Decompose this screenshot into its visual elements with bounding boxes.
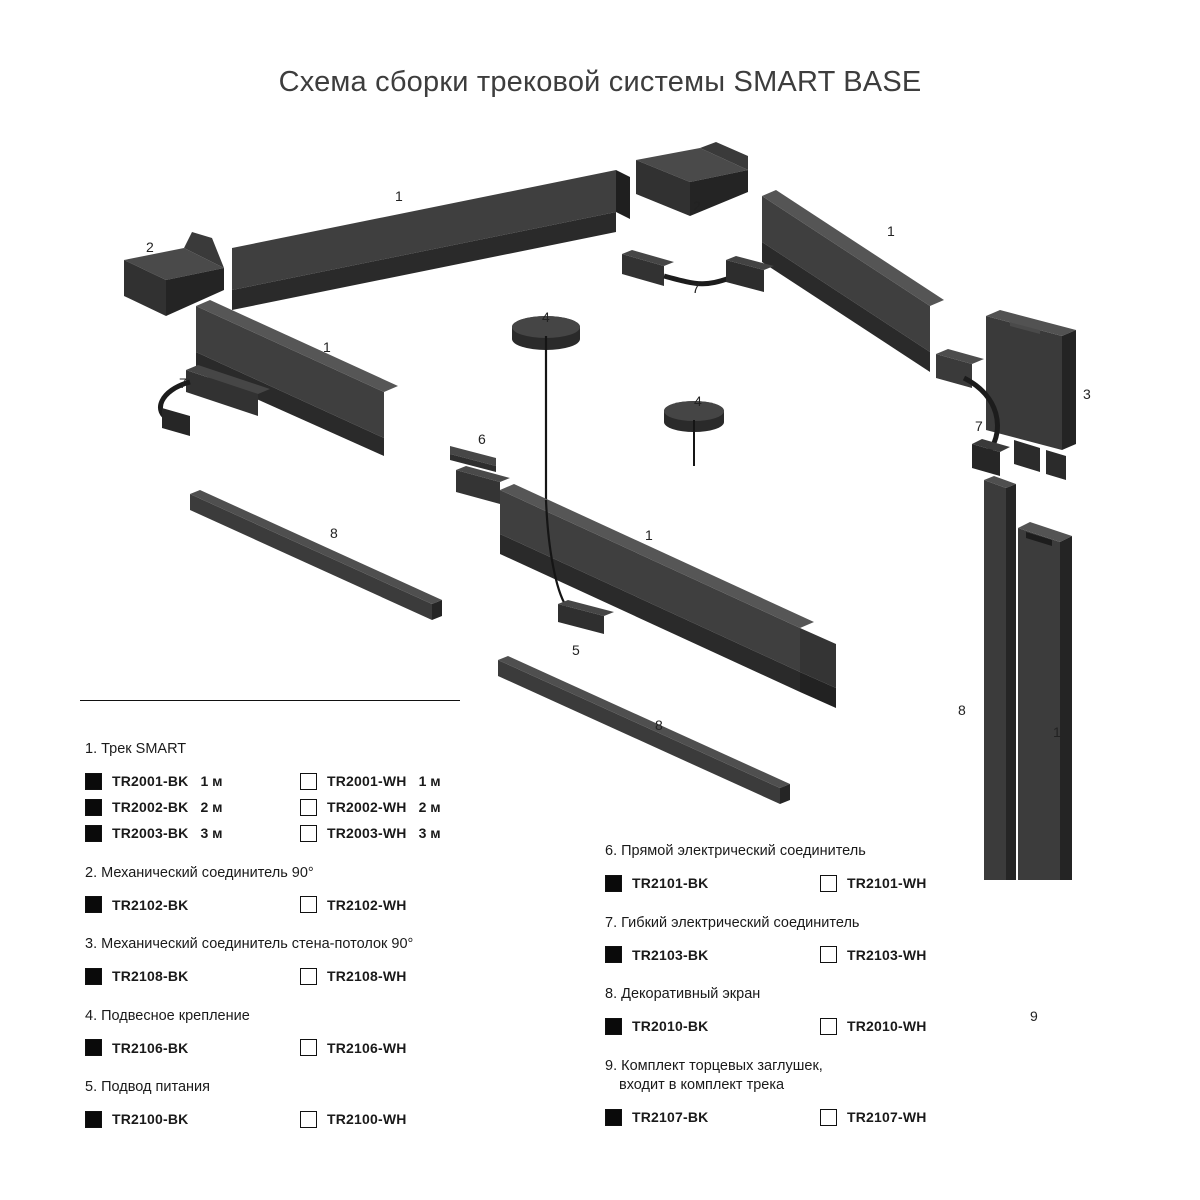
- legend-group-end-caps-kit: [605, 1057, 1075, 1126]
- product-length: 1 м: [418, 773, 441, 790]
- legend-group-mech-connector-wall-ceiling: [85, 935, 555, 985]
- legend-group-title: [605, 1057, 1075, 1096]
- product-code: TR2106-WH: [327, 1039, 407, 1056]
- legend-item[interactable]: [85, 968, 300, 985]
- swatch-black-icon: [85, 1111, 102, 1128]
- legend-item[interactable]: [820, 875, 1035, 892]
- product-code: TR2107-WH: [847, 1109, 927, 1126]
- legend-item[interactable]: [820, 1018, 1035, 1035]
- product-code: TR2101-WH: [847, 875, 927, 892]
- legend-item[interactable]: [605, 875, 820, 892]
- legend-item[interactable]: [605, 1109, 820, 1126]
- legend-group-flexible-electric-connector: [605, 914, 1075, 964]
- product-code: TR2107-BK: [632, 1109, 709, 1126]
- legend: [0, 712, 1200, 1192]
- legend-item[interactable]: [300, 799, 515, 816]
- callout-6: 1: [323, 339, 331, 355]
- callout-2: 2: [146, 239, 154, 255]
- legend-column-right: [605, 842, 1075, 1148]
- legend-item[interactable]: [605, 1018, 820, 1035]
- legend-group-decorative-screen: [605, 985, 1075, 1035]
- swatch-black-icon: [85, 773, 102, 790]
- callout-15: 5: [572, 642, 580, 658]
- decorative-screen-upper-left: [190, 490, 442, 620]
- legend-item[interactable]: [300, 1111, 515, 1128]
- swatch-white-icon: [820, 1018, 837, 1035]
- legend-column-left: [85, 740, 555, 1150]
- legend-group-title-line1: 9. Комплект торцевых заглушек,: [605, 1057, 823, 1074]
- legend-row: [605, 946, 1075, 963]
- product-code: TR2102-BK: [112, 896, 189, 913]
- product-length: 2 м: [200, 799, 223, 816]
- legend-group-power-feed: [85, 1078, 555, 1128]
- swatch-black-icon: [85, 825, 102, 842]
- product-code: TR2100-WH: [327, 1111, 407, 1128]
- legend-item[interactable]: [820, 946, 1035, 963]
- product-code: TR2003-WH: [327, 825, 407, 842]
- swatch-black-icon: [605, 1018, 622, 1035]
- callout-13: 1: [645, 527, 653, 543]
- legend-group-title: 6. Прямой электрический соединитель: [605, 843, 866, 859]
- product-code: TR2100-BK: [112, 1111, 189, 1128]
- legend-group-title: 2. Механический соединитель 90°: [85, 864, 314, 881]
- legend-item[interactable]: [300, 896, 515, 913]
- legend-divider: [80, 700, 460, 701]
- legend-item[interactable]: [300, 825, 515, 842]
- legend-group-title: 1. Трек SMART: [85, 741, 187, 757]
- swatch-white-icon: [820, 1109, 837, 1126]
- legend-group-title: 8. Декоративный экран: [605, 986, 761, 1003]
- legend-group-suspension: [85, 1007, 555, 1057]
- product-code: TR2001-WH: [327, 773, 407, 790]
- legend-item[interactable]: [85, 1111, 300, 1128]
- swatch-black-icon: [605, 946, 622, 963]
- legend-item[interactable]: [85, 799, 300, 816]
- suspension-mount-left: [512, 316, 580, 500]
- product-length: 3 м: [418, 825, 441, 842]
- callout-8: 7: [179, 375, 187, 391]
- callout-14: 8: [330, 525, 338, 541]
- legend-row: [85, 773, 555, 790]
- callout-7: 4: [542, 309, 550, 325]
- legend-row: [85, 825, 555, 842]
- product-code: TR2010-BK: [632, 1018, 709, 1035]
- connector-block-right: [936, 349, 984, 388]
- swatch-white-icon: [300, 1039, 317, 1056]
- legend-group-title-line2: входит в комплект трека: [619, 1077, 785, 1094]
- callout-16: 8: [655, 717, 663, 733]
- product-code: TR2002-BK: [112, 799, 189, 816]
- product-code: TR2101-BK: [632, 875, 709, 892]
- swatch-black-icon: [85, 896, 102, 913]
- track-top-right: [762, 190, 944, 372]
- page-title: Схема сборки трековой системы SMART BASE: [278, 66, 922, 98]
- swatch-white-icon: [820, 875, 837, 892]
- legend-group-title: 7. Гибкий электрический соединитель: [605, 914, 860, 931]
- swatch-black-icon: [85, 968, 102, 985]
- legend-row: [605, 1018, 1075, 1035]
- product-code: TR2010-WH: [847, 1018, 927, 1035]
- callout-19: 9: [1030, 1008, 1038, 1024]
- product-code: TR2106-BK: [112, 1039, 189, 1056]
- legend-group-title: 3. Механический соединитель стена-потолок 90°: [85, 936, 414, 953]
- swatch-black-icon: [605, 875, 622, 892]
- track-top-left: [232, 170, 630, 310]
- legend-row: [85, 896, 555, 913]
- swatch-black-icon: [85, 1039, 102, 1056]
- legend-row: [85, 968, 555, 985]
- legend-row: [85, 1039, 555, 1056]
- corner-connector-top: [636, 142, 748, 216]
- legend-group-straight-electric-connector: [605, 842, 1075, 892]
- legend-item[interactable]: [300, 1039, 515, 1056]
- callout-18: 1: [1053, 724, 1061, 740]
- swatch-white-icon: [300, 773, 317, 790]
- legend-item[interactable]: [605, 946, 820, 963]
- callout-9: 4: [694, 393, 702, 409]
- legend-row: [605, 875, 1075, 892]
- legend-group-track: [85, 740, 555, 842]
- legend-item[interactable]: [85, 773, 300, 790]
- product-code: TR2003-BK: [112, 825, 189, 842]
- callout-4: 1: [887, 223, 895, 239]
- legend-item[interactable]: [820, 1109, 1035, 1126]
- swatch-white-icon: [300, 825, 317, 842]
- callout-3: 2: [693, 198, 701, 214]
- callout-12: 6: [478, 431, 486, 447]
- legend-row: [605, 1109, 1075, 1126]
- legend-item[interactable]: [300, 773, 515, 790]
- callout-5: 7: [692, 280, 700, 296]
- swatch-white-icon: [300, 1111, 317, 1128]
- swatch-white-icon: [820, 946, 837, 963]
- swatch-black-icon: [85, 799, 102, 816]
- legend-item[interactable]: [300, 968, 515, 985]
- product-code: TR2108-WH: [327, 968, 407, 985]
- swatch-white-icon: [300, 968, 317, 985]
- product-code: TR2002-WH: [327, 799, 407, 816]
- swatch-white-icon: [300, 896, 317, 913]
- legend-row: [85, 799, 555, 816]
- product-code: TR2103-BK: [632, 946, 709, 963]
- track-center: [500, 484, 836, 708]
- swatch-black-icon: [605, 1109, 622, 1126]
- product-length: 2 м: [418, 799, 441, 816]
- legend-item[interactable]: [85, 1039, 300, 1056]
- legend-group-title: 4. Подвесное крепление: [85, 1007, 250, 1024]
- product-code: TR2001-BK: [112, 773, 189, 790]
- legend-item[interactable]: [85, 896, 300, 913]
- callout-1: 1: [395, 188, 403, 204]
- legend-item[interactable]: [85, 825, 300, 842]
- suspension-mount-right: [664, 401, 724, 466]
- callout-11: 7: [975, 418, 983, 434]
- legend-group-mech-connector-90: [85, 864, 555, 914]
- product-code: TR2102-WH: [327, 896, 407, 913]
- product-length: 1 м: [200, 773, 223, 790]
- swatch-white-icon: [300, 799, 317, 816]
- callout-10: 3: [1083, 386, 1091, 402]
- product-code: TR2103-WH: [847, 946, 927, 963]
- legend-row: [85, 1111, 555, 1128]
- legend-group-title: 5. Подвод питания: [85, 1079, 210, 1096]
- callout-17: 8: [958, 702, 966, 718]
- product-code: TR2108-BK: [112, 968, 189, 985]
- product-length: 3 м: [200, 825, 223, 842]
